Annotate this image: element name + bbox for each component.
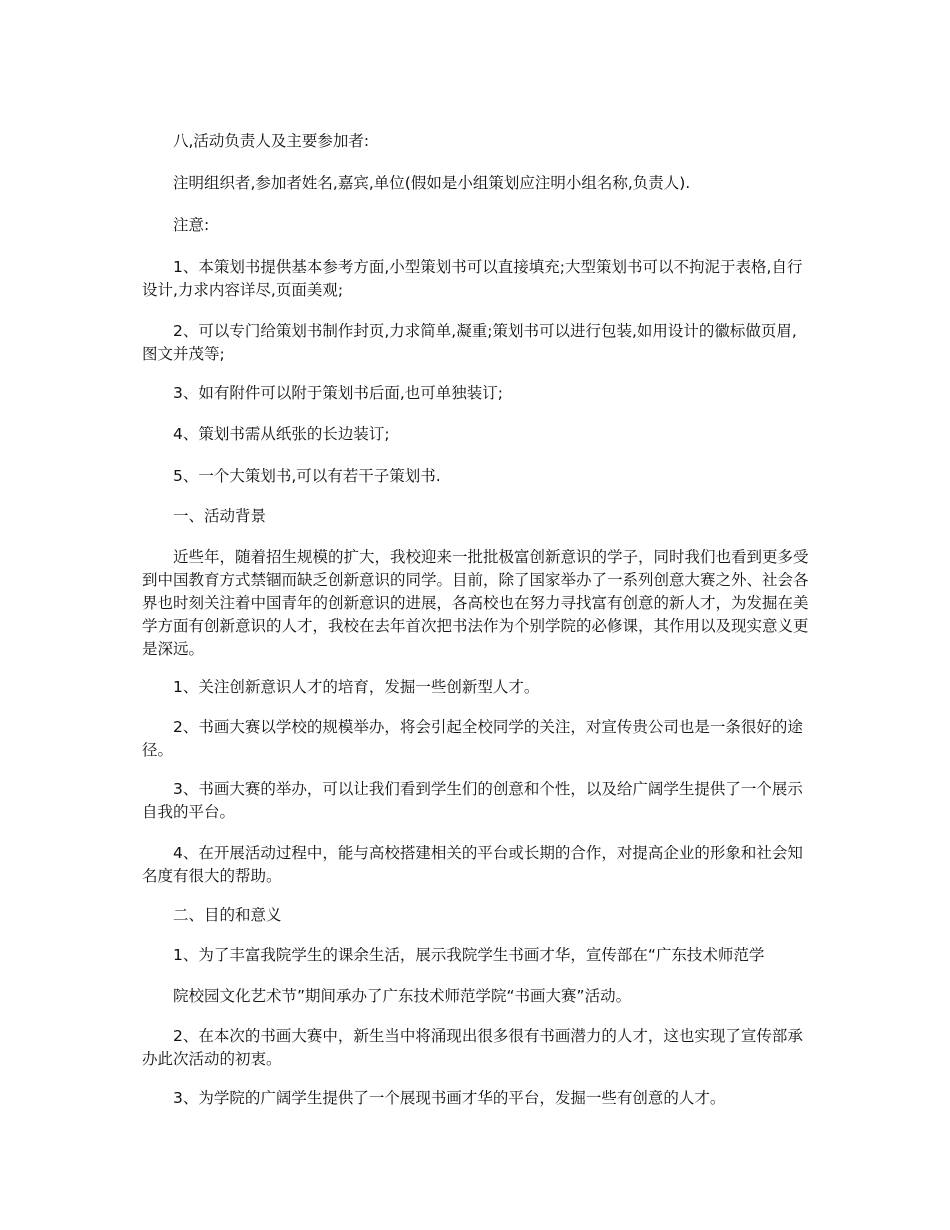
- paragraph-notice-3: 3、如有附件可以附于策划书后面,也可单独装订;: [173, 384, 504, 402]
- paragraph-notice-5: 5、一个大策划书,可以有若干子策划书.: [173, 467, 441, 485]
- paragraph-background-point-2: 2、书画大赛以学校的规模举办，将会引起全校同学的关注，对宣传贵公司也是一条很好的途径。: [142, 718, 803, 759]
- paragraph-purpose-1-line-2: 院校园文化艺术节”期间承办了广东技术师范学院“书画大赛”活动。: [173, 987, 632, 1005]
- paragraph-background-point-1: 1、关注创新意识人才的培育，发掘一些创新型人才。: [173, 678, 540, 696]
- section-heading-background: 一、活动背景: [173, 507, 267, 525]
- section-heading-purpose: 二、目的和意义: [173, 906, 282, 924]
- paragraph-notice-4: 4、策划书需从纸张的长边装订;: [173, 425, 390, 443]
- paragraph-section-8-heading: 八,活动负责人及主要参加者:: [173, 132, 370, 150]
- paragraph-purpose-3: 3、为学院的广阔学生提供了一个展现书画才华的平台，发掘一些有创意的人才。: [173, 1089, 726, 1107]
- paragraph-participants-note: 注明组织者,参加者姓名,嘉宾,单位(假如是小组策划应注明小组名称,负责人).: [173, 174, 691, 192]
- paragraph-notice-1: 1、本策划书提供基本参考方面,小型策划书可以直接填充;大型策划书可以不拘泥于表格,自行设计,力求内容详尽,页面美观;: [142, 258, 803, 299]
- paragraph-notice-2: 2、可以专门给策划书制作封页,力求简单,凝重;策划书可以进行包装,如用设计的徽标做页眉,图文并茂等;: [142, 322, 797, 363]
- paragraph-background-point-3: 3、书画大赛的举办，可以让我们看到学生们的创意和个性，以及给广阔学生提供了一个展示自我的平台。: [142, 780, 803, 821]
- paragraph-notice-heading: 注意:: [173, 216, 210, 234]
- paragraph-background-point-4: 4、在开展活动过程中，能与高校搭建相关的平台或长期的合作，对提高企业的形象和社会知名度有很大的帮助。: [142, 844, 803, 885]
- paragraph-purpose-2: 2、在本次的书画大赛中，新生当中将涌现出很多很有书画潜力的人才，这也实现了宣传部承办此次活动的初衷。: [142, 1027, 803, 1068]
- paragraph-purpose-1-line-1: 1、为了丰富我院学生的课余生活，展示我院学生书画才华，宣传部在“广东技术师范学: [173, 946, 765, 964]
- paragraph-background-body: 近些年，随着招生规模的扩大，我校迎来一批批极富创新意识的学子，同时我们也看到更多受到中国教育方式禁锢而缺乏创新意识的同学。目前，除了国家举办了一系列创意大赛之外、社会各界也时刻关注着中国青年的创新意识的进展，各高校也在努力寻找富有创意的新人才，为发掘在美学方面有创新意识的人才，我校在去年首次把书法作为个别学院的必修课，其作用以及现实意义更是深远。: [142, 548, 809, 658]
